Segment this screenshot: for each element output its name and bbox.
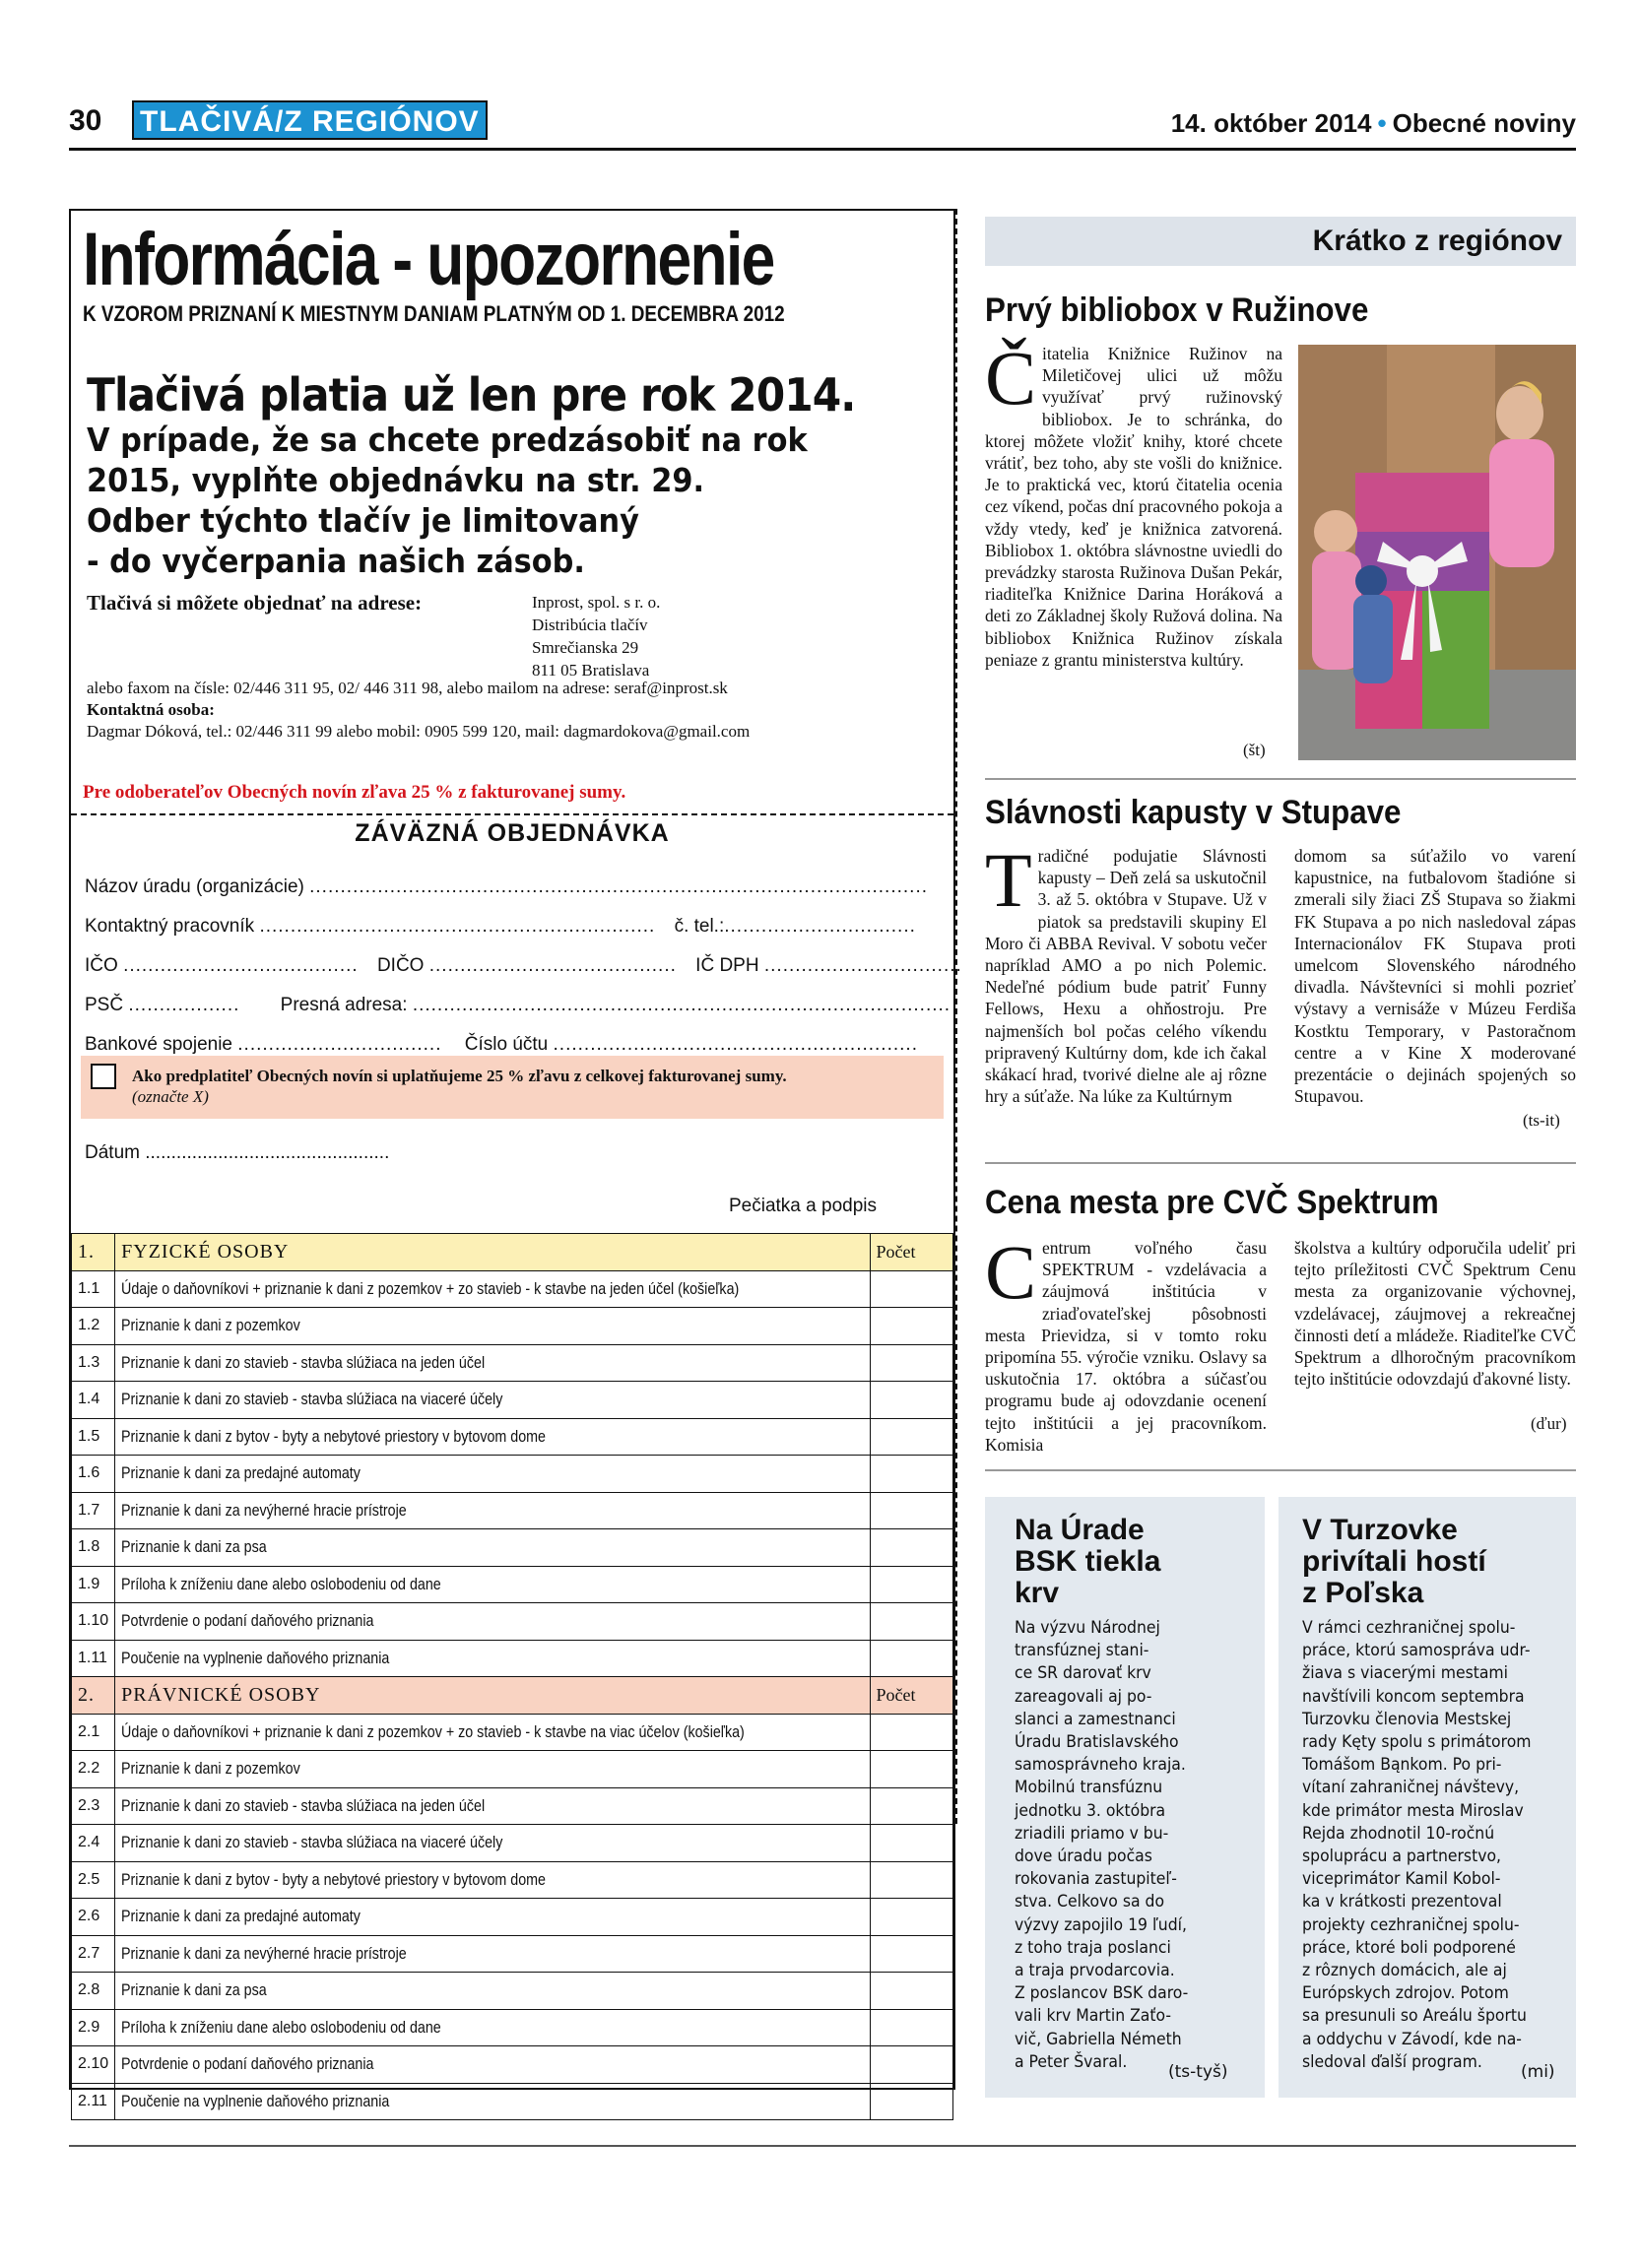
footer-rule xyxy=(69,2145,1576,2147)
table-row xyxy=(72,1714,953,1751)
ico-label: IČO xyxy=(85,955,118,976)
discount-note: Pre odoberateľov Obecných novín zľava 25 % z fakturovanej sumy. xyxy=(83,782,626,803)
row-description: Priznanie k dani z pozemkov xyxy=(121,1316,300,1335)
count-cell[interactable] xyxy=(870,1751,953,1788)
box-headline: V Turzovke privítali hostí z Poľska xyxy=(1302,1514,1486,1609)
count-cell[interactable] xyxy=(870,2009,953,2046)
count-cell[interactable] xyxy=(870,1270,953,1308)
table-row xyxy=(72,1492,953,1529)
row-number: 1.11 xyxy=(72,1640,115,1677)
article-signature: (ďur) xyxy=(1531,1414,1567,1433)
contact-person-field[interactable]: ................................................................ xyxy=(259,916,656,937)
address-block xyxy=(532,591,660,681)
description-cell xyxy=(115,1973,870,2010)
article-text: domom sa súťažilo vo varení kapustnice, na futbalovom štadióne si zmerali sily žiaci ZŠ Stupava so žiakmi FK Stupava a po nich nasledoval zápas Internacionálov FK Stupava proti umelcom Slovenského národného divadla. Návštevníci si mohli pozrieť výstavy a vernisáže v Múzeu Ferdiša Kostktu Temporary, v Pastoračnom centre a v Kine X moderované prezentácie o dejinách spojených so Stupavou. xyxy=(1294,846,1576,1107)
bank-field[interactable]: ................................. xyxy=(237,1034,442,1055)
count-cell[interactable] xyxy=(870,1714,953,1751)
description-cell xyxy=(115,1640,870,1677)
table-row xyxy=(72,1529,953,1567)
article-text: radičné podujatie Slávnosti kapusty – Deň zelá sa uskutočnil 3. až 5. októbra v Stupave. Už v piatok sa predstavili skupiny El Moro či ABBA Revival. V sobotu večer napríklad AMO a po nich Polemic. Nedeľné pódium bude patriť Funny Fellows, Hexu a ohňostroju. Pre najmenších bol počas celého víkendu pripravený Kultúrny dom, kde ich čakal skákací hrad, tvorivé dielne ale aj rôzne hry a súťaže. Na lúke za Kultúrnym xyxy=(985,846,1267,1107)
row-description: Priznanie k dani za psa xyxy=(121,1980,267,2000)
forms-table xyxy=(71,1233,953,2120)
table-row xyxy=(72,1418,953,1456)
date-row xyxy=(85,1142,389,1164)
ico-field[interactable]: ...................................... xyxy=(123,955,359,976)
count-cell[interactable] xyxy=(870,1603,953,1641)
table-group-header xyxy=(72,1234,953,1271)
row-description: Priznanie k dani za psa xyxy=(121,1537,267,1557)
table-row xyxy=(72,1861,953,1899)
description-cell xyxy=(115,1308,870,1345)
count-cell[interactable] xyxy=(870,1529,953,1567)
row-description: Priznanie k dani zo stavieb - stavba slúžiaca na viaceré účely xyxy=(121,1390,503,1409)
table-row xyxy=(72,1308,953,1345)
row-description: Údaje o daňovníkovi + priznanie k dani z pozemkov + zo stavieb - k stavbe na jeden účel (košieľka) xyxy=(121,1278,740,1298)
table-row xyxy=(72,1270,953,1308)
page-number: 30 xyxy=(69,104,102,137)
dateline xyxy=(1171,108,1576,139)
table-row xyxy=(72,2046,953,2084)
article-text: itatelia Knižnice Ružinov na Miletičovej ulici už môžu využívať prvý ružinovský bibliobox. Je to schránka, do ktorej môžete vložiť knihy, ktoré chcete vrátiť, bez toho, aby ste vošli do knižnice. Je to praktická vec, ktorú čitatelia ocenia cez víkend, počas dní pracovného pokoja a vždy vtedy, keď je knižnica zatvorená. Bibliobox 1. októbra slávnostne uviedli do prevádzky starosta Ružinova Dušan Pekár, riaditeľka Knižnice Darina Horáková a deti zo Základnej školy Ružová dolina. Na bibliobox Knižnica Ružinov získala peniaze z grantu ministerstva kultúry. xyxy=(985,344,1282,670)
dic-label: DIČO xyxy=(376,955,425,976)
icdph-field[interactable]: ................................ xyxy=(763,955,962,976)
article-body xyxy=(985,335,1282,671)
address-row xyxy=(85,995,951,1016)
table-row xyxy=(72,1382,953,1419)
count-header: Počet xyxy=(870,1234,953,1271)
count-cell[interactable] xyxy=(870,1899,953,1936)
table-row xyxy=(72,1344,953,1382)
subscriber-discount-checkbox[interactable] xyxy=(91,1064,116,1089)
address-line: 811 05 Bratislava xyxy=(532,661,650,680)
article-text: entrum voľného času SPEKTRUM - vzdelávacia a záujmová inštitúcia v zriaďovateľskej pôsobnosti mesta Prievidza, si v tomto roku pripomína 55. výročie vzniku. Oslavy sa uskutočnia 17. októbra a súčasťou programu bude aj odovzdanie ocenení tejto inštitúcii a jej pracovníkom. Komisia xyxy=(985,1238,1267,1455)
article-body-col2 xyxy=(1294,845,1576,1107)
article-headline: Cena mesta pre CVČ Spektrum xyxy=(985,1184,1439,1221)
row-number: 2.11 xyxy=(72,2083,115,2120)
row-number: 1.1 xyxy=(72,1270,115,1308)
article-headline: Slávnosti kapusty v Stupave xyxy=(985,794,1402,831)
row-number: 2.10 xyxy=(72,2046,115,2084)
address-line: Inprost, spol. s r. o. xyxy=(532,593,661,612)
address-line: Smrečianska 29 xyxy=(532,638,639,657)
row-number: 2.4 xyxy=(72,1825,115,1862)
description-cell xyxy=(115,1492,870,1529)
row-description: Príloha k zníženiu dane alebo oslobodeniu od dane xyxy=(121,2017,441,2037)
row-description: Priznanie k dani zo stavieb - stavba slúžiaca na viaceré účely xyxy=(121,1833,503,1852)
description-cell xyxy=(115,1935,870,1973)
row-number: 2.2 xyxy=(72,1751,115,1788)
publication-name: Obecné noviny xyxy=(1392,108,1576,138)
office-row xyxy=(85,876,928,898)
box-headline: Na Úrade BSK tiekla krv xyxy=(1015,1514,1161,1609)
checkbox-hint: (označte X) xyxy=(132,1087,209,1106)
row-number: 1.5 xyxy=(72,1418,115,1456)
phone-label: č. tel.: xyxy=(674,916,725,937)
description-cell xyxy=(115,1418,870,1456)
row-number: 1.9 xyxy=(72,1566,115,1603)
dropcap: T xyxy=(985,837,1032,923)
count-cell[interactable] xyxy=(870,1382,953,1419)
psc-label: PSČ xyxy=(85,995,124,1015)
table-row xyxy=(72,2009,953,2046)
address-line: Distribúcia tlačív xyxy=(532,616,648,634)
description-cell xyxy=(115,1382,870,1419)
row-number: 2.6 xyxy=(72,1899,115,1936)
row-number: 1.7 xyxy=(72,1492,115,1529)
issue-date: 14. október 2014 xyxy=(1170,108,1372,138)
description-cell xyxy=(115,1787,870,1825)
phone-field[interactable]: ............................... xyxy=(724,916,916,937)
box-text: V rámci cezhraničnej spolu- práce, ktorú samospráva udr- žiava s viacerými mestami navštívili koncom septembra Turzovku členovia Mestskej rady Kęty spolu s primátorom Tomášom Bąnkom. Po pri- vítaní zahraničnej návštevy, kde primátor mesta Miroslav Rejda zhodnotil 10-ročnú spoluprácu a partnerstvo, viceprimátor Kamil Kobol- ka v krátkosti prezentoval projekty cezhraničnej spolu- práce, ktoré boli podporené z rôznych domácich, ale aj Európskych zdrojov. Potom sa presunuli so Areálu športu a oddychu v Závodí, kde na- sledoval ďalší program. xyxy=(1302,1618,1532,2072)
group-number: 2. xyxy=(72,1677,115,1715)
description-cell xyxy=(115,1270,870,1308)
news-section-title: Krátko z regiónov xyxy=(1312,225,1562,257)
row-number: 2.5 xyxy=(72,1861,115,1899)
office-label: Názov úradu (organizácie) xyxy=(85,876,304,897)
row-description: Priznanie k dani zo stavieb - stavba slúžiaca na jeden účel xyxy=(121,1352,486,1372)
office-field[interactable]: .................................................................................................... xyxy=(309,876,929,897)
group-label: FYZICKÉ OSOBY xyxy=(115,1234,870,1271)
page-header xyxy=(69,100,1576,148)
table-row xyxy=(72,1751,953,1788)
stamp-signature-label: Pečiatka a podpis xyxy=(729,1196,877,1216)
row-description: Priznanie k dani z bytov - byty a nebytové priestory v bytovom dome xyxy=(121,1426,547,1446)
row-description: Priznanie k dani zo stavieb - stavba slúžiaca na jeden účel xyxy=(121,1795,486,1815)
count-cell[interactable] xyxy=(870,1492,953,1529)
count-cell[interactable] xyxy=(870,1566,953,1603)
description-cell xyxy=(115,1861,870,1899)
count-cell[interactable] xyxy=(870,1935,953,1973)
subscriber-discount-text xyxy=(132,1066,787,1107)
article-body-col1 xyxy=(985,1229,1267,1456)
row-description: Potvrdenie o podaní daňového priznania xyxy=(121,1611,374,1631)
description-cell xyxy=(115,2083,870,2120)
notice-box xyxy=(69,209,962,2110)
address-label: Tlačivá si môžete objednať na adrese: xyxy=(87,591,423,615)
row-description: Potvrdenie o podaní daňového priznania xyxy=(121,2054,374,2074)
news-box xyxy=(985,1497,1265,2098)
cut-line-vertical xyxy=(955,209,957,1824)
article-body-col2 xyxy=(1294,1237,1576,1390)
description-cell xyxy=(115,1825,870,1862)
description-cell xyxy=(115,1899,870,1936)
contact-line: Dagmar Dóková, tel.: 02/446 311 99 alebo mobil: 0905 599 120, mail: dagmardokova@gmail.com xyxy=(87,722,751,741)
bank-label: Bankové spojenie xyxy=(85,1034,232,1055)
dropcap: C xyxy=(985,1229,1037,1315)
row-number: 2.3 xyxy=(72,1787,115,1825)
full-address-field[interactable]: ....................................................................................... xyxy=(412,995,951,1015)
count-cell[interactable] xyxy=(870,1825,953,1862)
article-text: školstva a kultúry odporučila udeliť pri tejto príležitosti CVČ Spektrum Cenu mesta za organizovanie výchovnej, vzdelávacej, záujmovej a rekreačnej činnosti detí a mládeže. Riaditeľke CVČ Spektrum a dlhoročným pracovníkom tejto inštitúcie odovzdajú ďakovné listy. xyxy=(1294,1238,1576,1390)
article-signature: (ts-it) xyxy=(1523,1111,1560,1130)
count-header: Počet xyxy=(870,1677,953,1715)
row-number: 1.4 xyxy=(72,1382,115,1419)
checkbox-label: Ako predplatiteľ Obecných novín si uplatňujeme 25 % zľavu z celkovej fakturovanej sumy. xyxy=(132,1067,787,1085)
row-number: 2.1 xyxy=(72,1714,115,1751)
contact-row xyxy=(85,916,916,938)
box-signature: (ts-tyš) xyxy=(1168,2062,1228,2082)
box-text: Na výzvu Národnej transfúznej stani- ce SR darovať krv zareagovali aj po- slanci a zamestnanci Úradu Bratislavského samosprávneho kraja. Mobilnú transfúznu jednotku 3. októbra zriadili priamo v bu- dove úradu počas rokovania zastupiteľ- stva. Celkovo sa do výzvy zapojilo 19 ľudí, z toho traja poslanci a traja prvodarcovia. Z poslancov BSK daro- vali krv Martin Zaťo- vič, Gabriella Németh a Peter Švaral. xyxy=(1015,1618,1189,2072)
count-cell[interactable] xyxy=(870,1308,953,1345)
description-cell xyxy=(115,1603,870,1641)
separator-dot: • xyxy=(1377,108,1387,138)
article-body-col1 xyxy=(985,837,1267,1107)
row-description: Údaje o daňovníkovi + priznanie k dani z pozemkov + zo stavieb - k stavbe na viac účelov (košieľka) xyxy=(121,1721,745,1741)
table-row xyxy=(72,1825,953,1862)
table-row xyxy=(72,1935,953,1973)
description-cell xyxy=(115,1529,870,1567)
row-description: Priznanie k dani za predajné automaty xyxy=(121,1907,361,1926)
table-row xyxy=(72,2083,953,2120)
date-label: Dátum xyxy=(85,1142,140,1163)
header-rule xyxy=(69,148,1576,151)
row-number: 1.2 xyxy=(72,1308,115,1345)
account-field[interactable]: ........................................................... xyxy=(553,1034,918,1055)
count-cell[interactable] xyxy=(870,1973,953,2010)
notice-lead: V prípade, že sa chcete predzásobiť na rok 2015, vyplňte objednávku na str. 29. Odber týchto tlačív je limitovaný - do vyčerpania našich zásob. xyxy=(87,421,808,580)
row-number: 1.8 xyxy=(72,1529,115,1567)
table-row xyxy=(72,1640,953,1677)
subscriber-discount-band xyxy=(81,1056,944,1119)
table-row xyxy=(72,1973,953,2010)
description-cell xyxy=(115,1714,870,1751)
group-number: 1. xyxy=(72,1234,115,1271)
account-label: Číslo účtu xyxy=(464,1034,549,1055)
bibliobox-photo xyxy=(1298,345,1576,760)
row-description: Priznanie k dani z pozemkov xyxy=(121,1759,300,1779)
count-cell[interactable] xyxy=(870,1344,953,1382)
news-box xyxy=(1279,1497,1576,2098)
row-number: 2.9 xyxy=(72,2009,115,2046)
dropcap: Č xyxy=(985,335,1037,421)
box-signature: (mi) xyxy=(1521,2062,1555,2082)
notice-subtitle: K VZOROM PRIZNANÍ K MIESTNYM DANIAM PLATNÝM OD 1. DECEMBRA 2012 xyxy=(83,301,785,326)
count-cell[interactable] xyxy=(870,1418,953,1456)
order-form-title: ZÁVÄZNÁ OBJEDNÁVKA xyxy=(355,819,670,847)
count-cell[interactable] xyxy=(870,1640,953,1677)
article-headline: Prvý bibliobox v Ružinove xyxy=(985,292,1369,329)
article-signature: (št) xyxy=(1243,741,1266,759)
icdph-label: IČ DPH xyxy=(695,955,759,976)
count-cell[interactable] xyxy=(870,2083,953,2120)
description-cell xyxy=(115,1456,870,1493)
article-divider xyxy=(985,1469,1576,1471)
table-group-header xyxy=(72,1677,953,1715)
article-divider xyxy=(985,1162,1576,1164)
row-description: Priznanie k dani za nevýherné hracie prístroje xyxy=(121,1943,407,1963)
bibliobox-photo-illustration xyxy=(1298,345,1576,760)
count-cell[interactable] xyxy=(870,1861,953,1899)
cut-line xyxy=(71,813,953,815)
dic-field[interactable]: ........................................ xyxy=(428,955,677,976)
group-label: PRÁVNICKÉ OSOBY xyxy=(115,1677,870,1715)
fax-mail-line: alebo faxom na čísle: 02/446 311 95, 02/ 446 311 98, alebo mailom na adrese: seraf@inprost.sk xyxy=(87,679,728,697)
table-row xyxy=(72,1456,953,1493)
description-cell xyxy=(115,1566,870,1603)
description-cell xyxy=(115,2009,870,2046)
count-cell[interactable] xyxy=(870,1787,953,1825)
table-row xyxy=(72,1787,953,1825)
description-cell xyxy=(115,1344,870,1382)
row-description: Poučenie na vyplnenie daňového priznania xyxy=(121,2091,390,2110)
count-cell[interactable] xyxy=(870,2046,953,2084)
table-row xyxy=(72,1603,953,1641)
row-number: 2.8 xyxy=(72,1973,115,2010)
row-number: 2.7 xyxy=(72,1935,115,1973)
id-row xyxy=(85,955,962,977)
notice-title: Informácia - upozornenie xyxy=(83,218,774,301)
row-description: Príloha k zníženiu dane alebo oslobodeniu od dane xyxy=(121,1574,441,1593)
description-cell xyxy=(115,1751,870,1788)
psc-field[interactable]: .................. xyxy=(128,995,240,1015)
description-cell xyxy=(115,2046,870,2084)
bank-row xyxy=(85,1034,918,1056)
table-row xyxy=(72,1899,953,1936)
row-number: 1.10 xyxy=(72,1603,115,1641)
contact-info xyxy=(87,678,944,743)
table-row xyxy=(72,1566,953,1603)
row-description: Priznanie k dani z bytov - byty a nebytové priestory v bytovom dome xyxy=(121,1869,547,1889)
row-number: 1.3 xyxy=(72,1344,115,1382)
row-number: 1.6 xyxy=(72,1456,115,1493)
row-description: Priznanie k dani za nevýherné hracie prístroje xyxy=(121,1500,407,1520)
full-address-label: Presná adresa: xyxy=(280,995,408,1015)
date-field[interactable]: ............................................... xyxy=(145,1142,390,1163)
contact-person-label: Kontaktný pracovník xyxy=(85,916,255,937)
notice-headline: Tlačivá platia už len pre rok 2014. xyxy=(87,368,856,421)
contact-label: Kontaktná osoba: xyxy=(87,700,215,719)
section-label: TLAČIVÁ/Z REGIÓNOV xyxy=(132,100,488,140)
row-description: Priznanie k dani za predajné automaty xyxy=(121,1463,361,1483)
count-cell[interactable] xyxy=(870,1456,953,1493)
article-divider xyxy=(985,778,1576,780)
row-description: Poučenie na vyplnenie daňového priznania xyxy=(121,1648,390,1667)
news-section-header xyxy=(985,217,1576,266)
